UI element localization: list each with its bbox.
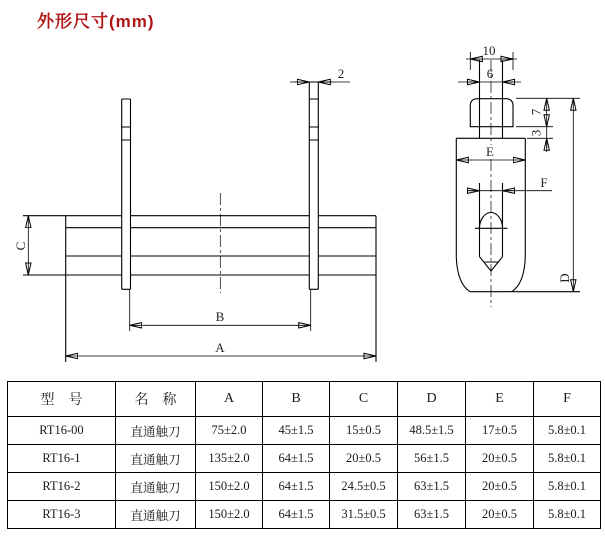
page-title: 外形尺寸(mm): [37, 12, 155, 31]
right-tab: [309, 82, 318, 289]
column-header: B: [263, 382, 330, 417]
table-cell: RT16-3: [8, 501, 116, 529]
column-header: A: [196, 382, 263, 417]
dim-label-d: D: [557, 273, 572, 283]
table-cell: 75±2.0: [196, 417, 263, 445]
table-cell: 150±2.0: [196, 501, 263, 529]
dim-label-f: F: [540, 175, 548, 190]
side-view: [13, 66, 376, 362]
table-cell: 24.5±0.5: [330, 473, 398, 501]
table-cell: 5.8±0.1: [534, 417, 601, 445]
table-cell: 5.8±0.1: [534, 501, 601, 529]
table-cell: 15±0.5: [330, 417, 398, 445]
table-cell: 20±0.5: [466, 445, 534, 473]
dim-label-6: 6: [486, 66, 494, 81]
dim-label-7: 7: [528, 108, 544, 116]
table-row: [8, 445, 601, 473]
column-header: E: [466, 382, 534, 417]
table-cell: 直通触刀: [116, 473, 196, 501]
spec-table: [7, 381, 601, 529]
left-tab: [122, 99, 131, 289]
dim-label-c: C: [13, 241, 28, 251]
dim-label-b: B: [215, 309, 225, 324]
table-row: [8, 417, 601, 445]
table-cell: 20±0.5: [330, 445, 398, 473]
dim-label-2: 2: [337, 66, 345, 81]
table-cell: 64±1.5: [263, 473, 330, 501]
table-cell: 20±0.5: [466, 473, 534, 501]
dim-label-e: E: [486, 144, 494, 159]
table-cell: 直通触刀: [116, 445, 196, 473]
table-cell: 64±1.5: [263, 445, 330, 473]
dim-label-a: A: [215, 340, 225, 355]
column-header: 型 号: [8, 382, 116, 417]
table-row: [8, 473, 601, 501]
column-header: D: [398, 382, 466, 417]
table-cell: 17±0.5: [466, 417, 534, 445]
column-header: 名 称: [116, 382, 196, 417]
table-cell: 48.5±1.5: [398, 417, 466, 445]
dim-label-3: 3: [528, 129, 544, 137]
table-cell: 45±1.5: [263, 417, 330, 445]
end-view: [456, 43, 580, 307]
table-cell: 56±1.5: [398, 445, 466, 473]
table-cell: 31.5±0.5: [330, 501, 398, 529]
table-cell: 5.8±0.1: [534, 473, 601, 501]
table-cell: 63±1.5: [398, 473, 466, 501]
table-cell: RT16-1: [8, 445, 116, 473]
table-cell: RT16-2: [8, 473, 116, 501]
table-cell: 5.8±0.1: [534, 445, 601, 473]
table-header-row: [8, 382, 601, 417]
table-cell: RT16-00: [8, 417, 116, 445]
table-row: [8, 501, 601, 529]
table-cell: 20±0.5: [466, 501, 534, 529]
table-cell: 63±1.5: [398, 501, 466, 529]
column-header: C: [330, 382, 398, 417]
column-header: F: [534, 382, 601, 417]
spec-table-body: [8, 417, 601, 529]
table-cell: 直通触刀: [116, 417, 196, 445]
dim-label-10: 10: [482, 43, 496, 58]
table-cell: 64±1.5: [263, 501, 330, 529]
table-cell: 直通触刀: [116, 501, 196, 529]
table-cell: 135±2.0: [196, 445, 263, 473]
table-cell: 150±2.0: [196, 473, 263, 501]
